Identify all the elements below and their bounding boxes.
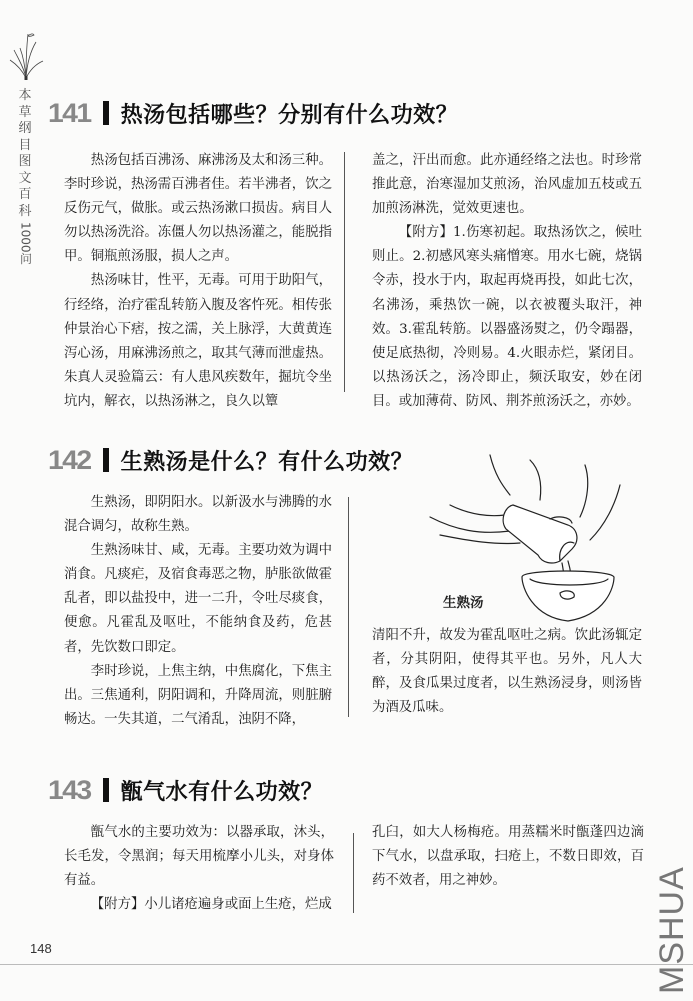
figure-caption: 生熟汤	[443, 595, 484, 611]
paragraph: 李时珍说，上焦主纳，中焦腐化，下焦主出。三焦通利，阴阳调和，升降周流，则脏腑畅达。一失其道，二气淆乱，浊阴不降，	[64, 663, 332, 727]
section-143-heading	[49, 770, 323, 810]
section-142-right-column	[372, 624, 642, 720]
section-143-right-column	[372, 821, 644, 893]
paragraph: 生熟汤味甘、咸，无毒。主要功效为调中消食。凡痰疟，及宿食毒恶之物，胪胀欲做霍乱者，即以盐投中，进一二升，令吐尽痰食，便愈。凡霍乱及呕吐，不能纳食及药，危甚者，先饮数口即定。	[64, 543, 332, 655]
paragraph: 甑气水的主要功效为：以器承取，沐头，长毛发，令黑润；每天用梳摩小儿头，对身体有益。	[64, 825, 334, 889]
heading-bar	[103, 101, 109, 125]
page-number: 148	[30, 941, 52, 956]
question-number: 143	[47, 774, 91, 805]
section-142-heading	[49, 440, 413, 480]
paragraph: 生熟汤，即阴阳水。以新汲水与沸腾的水混合调匀，故称生熟。	[64, 495, 332, 535]
question-title: 热汤包括哪些？分别有什么功效？	[120, 102, 459, 128]
section-141-heading	[49, 93, 458, 133]
paragraph: 孔臼，如大人杨梅疮。用蒸糯米时甑蓬四边滴下气水，以盘承取，扫疮上，不数日即效，百药不效者，用之神妙。	[372, 825, 644, 889]
paragraph: 【附方】1.伤寒初起。取热汤饮之，候吐则止。2.初感风寒头痛憎寒。用水七碗，烧锅令赤，投水于内，取起再烧再投，如此七次，名沸汤，乘热饮一碗，以衣被覆头取汗，神效。3.霍乱转筋。以器盛汤熨之，仍令蹋器，使足底热彻，冷则易。4.火眼赤烂，紧闭目。以热汤沃之，汤冷即止，频沃取安，妙在闭目。或加薄荷、防风、荆芥煎汤沃之，亦妙。	[372, 225, 642, 409]
book-title-count: 1000问	[18, 222, 33, 265]
footer-rule	[0, 964, 693, 965]
orchid-plant-icon	[8, 28, 44, 80]
paragraph: 热汤味甘，性平，无毒。可用于助阳气，行经络，治疗霍乱转筋入腹及客忤死。相传张仲景治心下痞，按之濡，关上脉浮，大黄黄连泻心汤，用麻沸汤煎之，取其气薄而泄虚热。朱真人灵验篇云：有人患风疾数年，掘坑令坐坑内，解衣，以热汤淋之，良久以簟	[64, 273, 332, 409]
question-number: 141	[47, 97, 91, 128]
paragraph: 盖之，汗出而愈。此亦通经络之法也。时珍常推此意，治寒湿加艾煎汤，治风虚加五枝或五加煎汤淋洗，觉效更速也。	[372, 153, 642, 217]
heading-bar	[103, 448, 109, 472]
section-143-left-column	[64, 821, 334, 917]
question-number: 142	[47, 444, 91, 475]
watermark: MSHUA	[653, 866, 691, 994]
book-title: 本草纲目图文百科	[18, 88, 32, 219]
paragraph: 热汤包括百沸汤、麻沸汤及太和汤三种。李时珍说，热汤需百沸者佳。若半沸者，饮之反伤元气，做胀。或云热汤漱口损齿。病目人勿以热汤洗浴。冻僵人勿以热汤灌之，能脱指甲。铜瓶煎汤服，损人之声。	[64, 153, 332, 265]
heading-bar	[103, 778, 109, 802]
section-142-left-column	[64, 491, 332, 732]
section-141-right-column	[372, 149, 642, 414]
paragraph: 【附方】小儿诸疮遍身或面上生疮，烂成	[90, 897, 332, 913]
column-divider	[348, 497, 349, 717]
column-divider	[353, 833, 354, 913]
question-title: 生熟汤是什么？有什么功效？	[120, 449, 414, 475]
book-side-title	[17, 88, 33, 267]
column-divider	[344, 152, 345, 392]
question-title: 甑气水有什么功效？	[120, 779, 324, 805]
section-141-left-column	[64, 149, 332, 414]
paragraph: 清阳不升，故发为霍乱呕吐之病。饮此汤辄定者，分其阴阳，使得其平也。另外，凡人大醉，及食瓜果过度者，以生熟汤浸身，则汤皆为酒及瓜味。	[372, 628, 642, 716]
